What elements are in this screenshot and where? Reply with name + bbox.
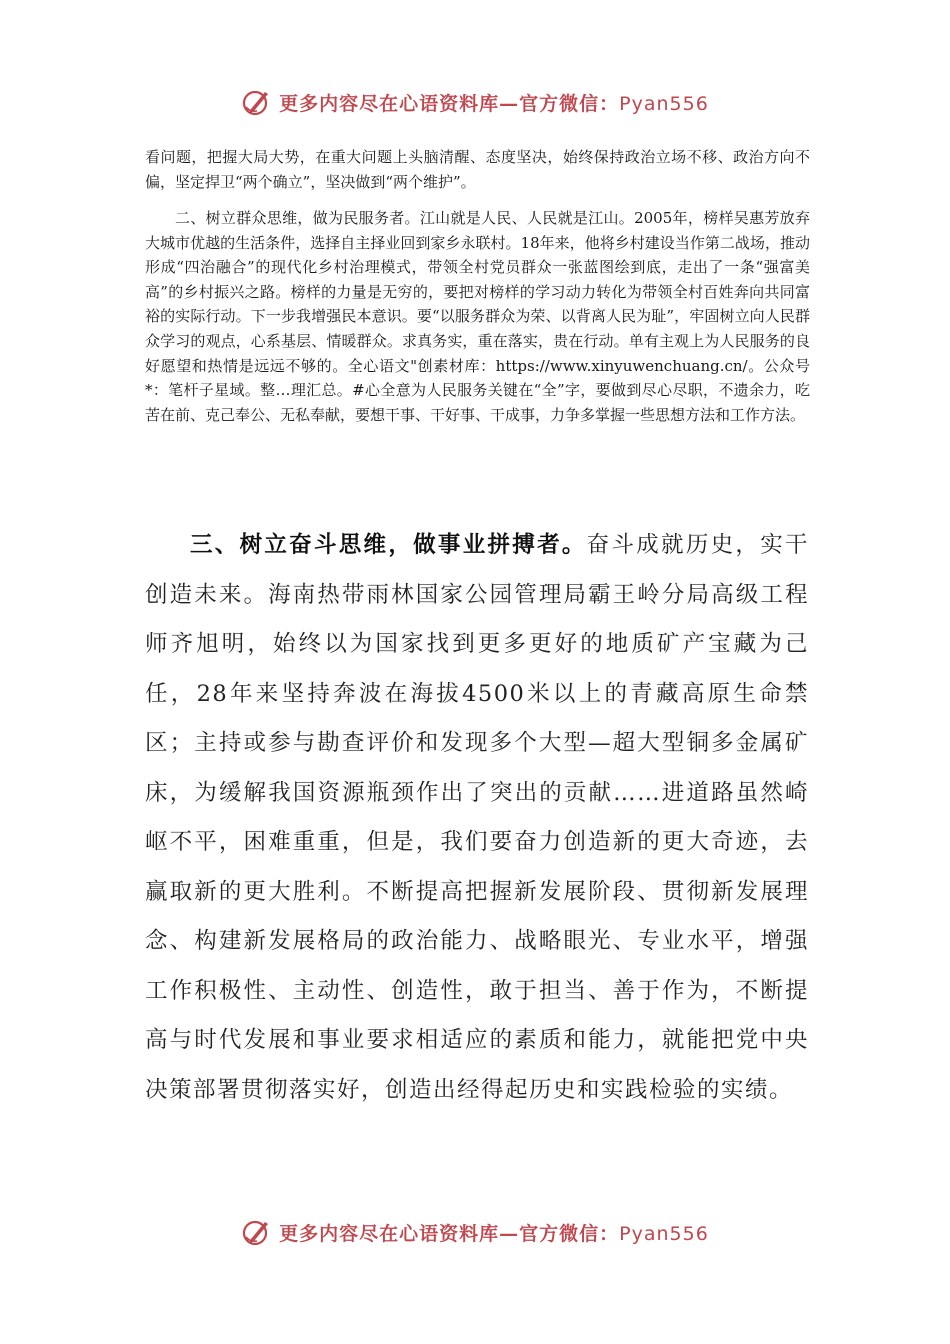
banner-text: 更多内容尽在心语资料库—官方微信：Pyan556: [279, 1222, 709, 1245]
section-three: [145, 521, 809, 1115]
pen-logo-icon: [241, 1216, 273, 1248]
wechat-id: Pyan556: [619, 1222, 709, 1245]
section-heading: 三、树立奋斗思维，做事业拼搏者。: [190, 532, 587, 558]
section-body: 奋斗成就历史，实干创造未来。海南热带雨林国家公园管理局霸王岭分局高级工程师齐旭明，始终以为国家找到更多更好的地质矿产宝藏为己任，28年来坚持奔波在海拔4500米以上的青藏高原生命禁区；主持或参与勘查评价和发现多个大型—超大型铜多金属矿床，为缓解我国资源瓶颈作出了突出的贡献……进道路虽然崎岖不平，困难重重，但是，我们要奋力创造新的更大奇迹，去赢取新的更大胜利。不断提高把握新发展阶段、贯彻新发展理念、构建新发展格局的政治能力、战略眼光、专业水平，增强工作积极性、主动性、创造性，敢于担当、善于作为，不断提高与时代发展和事业要求相适应的素质和能力，就能把党中央决策部署贯彻落实好，创造出经得起历史和实践检验的实绩。: [145, 532, 809, 1103]
section-two: [145, 206, 810, 427]
paragraph: 二、树立群众思维，做为民服务者。江山就是人民、人民就是江山。2005年，榜样吴惠芳放弃大城市优越的生活条件，选择自主择业回到家乡永联村。18年来，他将乡村建设当作第二战场，推动形成“四治融合”的现代化乡村治理模式，带领全村党员群众一张蓝图绘到底，走出了一条“强富美高”的乡村振兴之路。榜样的力量是无穷的，要把对榜样的学习动力转化为带领全村百姓奔向共同富裕的实际行动。下一步我增强民本意识。要“以服务群众为荣、以背离人民为耻”，牢固树立向人民群众学习的观点，心系基层、情暖群众。求真务实，重在落实，贵在行动。单有主观上为人民服务的良好愿望和热情是远远不够的。全心语文"创素材库：https://www.xinyuwenchuang.cn/。公众号*：笔杆子星域。整…理汇总。#心全意为人民服务关键在“全”字，要做到尽心尽职，不遗余力，吃苦在前、克己奉公、无私奉献，要想干事、干好事、干成事，力争多掌握一些思想方法和工作方法。: [145, 209, 810, 424]
banner-text: 更多内容尽在心语资料库—官方微信：Pyan556: [279, 92, 709, 115]
header-banner: [0, 82, 950, 122]
footer-banner: [0, 1212, 950, 1252]
pen-logo-icon: [241, 86, 273, 118]
wechat-id: Pyan556: [619, 92, 709, 115]
paragraph: [145, 521, 809, 1115]
section-one-tail: [145, 145, 810, 194]
paragraph: 看问题，把握大局大势，在重大问题上头脑清醒、态度坚决，始终保持政治立场不移、政治方向不偏，坚定捍卫“两个确立”，坚决做到“两个维护”。: [145, 148, 810, 191]
